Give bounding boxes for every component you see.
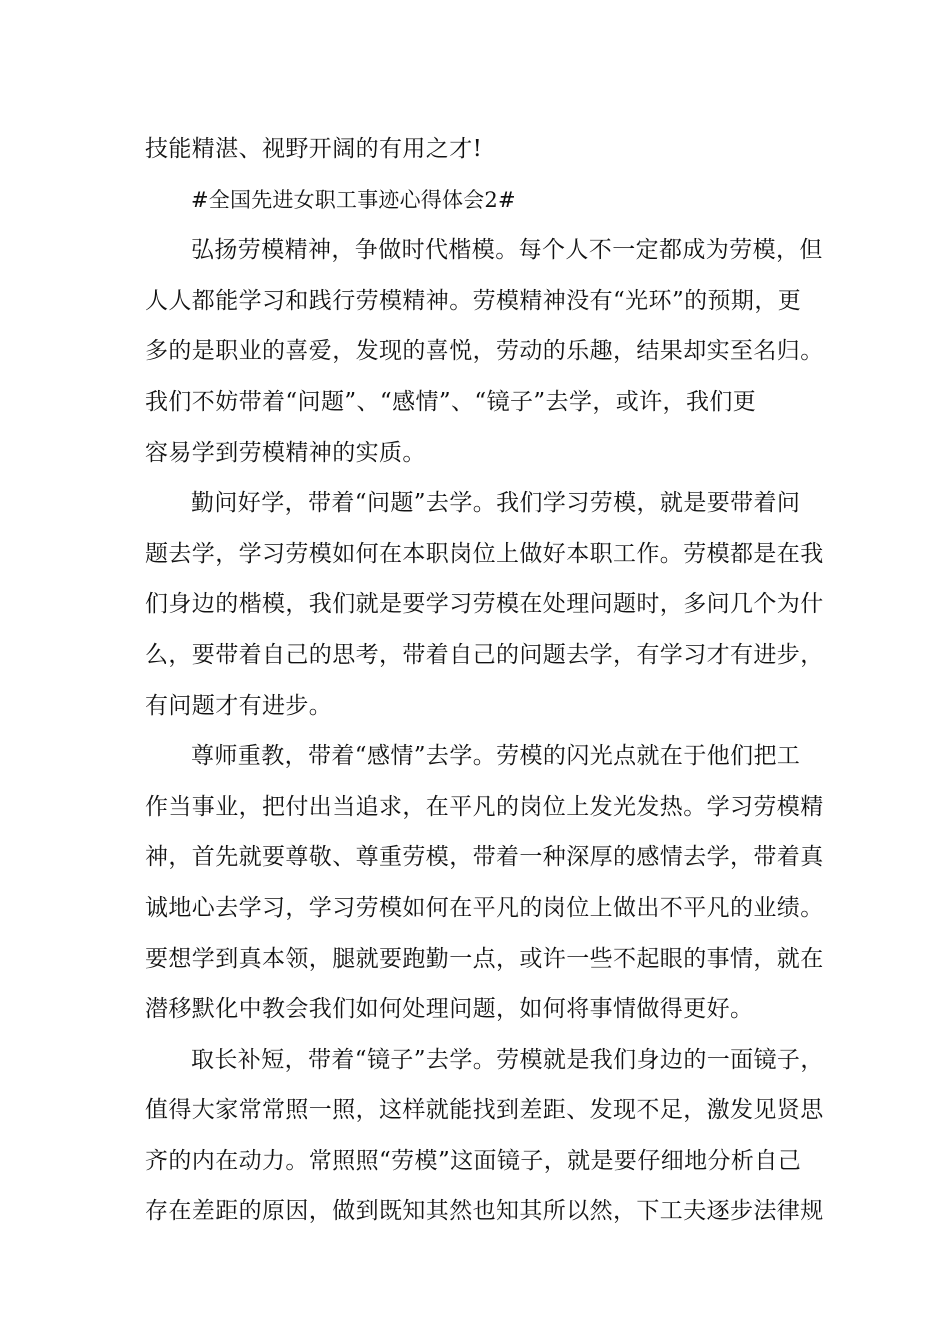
text-line: 取长补短，带着“镜子”去学。劳模就是我们身边的一面镜子， xyxy=(191,1046,824,1073)
text-line: 题去学，学习劳模如何在本职岗位上做好本职工作。劳模都是在我 xyxy=(145,540,824,567)
text-line: 神，首先就要尊敬、尊重劳模，带着一种深厚的感情去学，带着真 xyxy=(145,844,824,871)
text-line: 潜移默化中教会我们如何处理问题，如何将事情做得更好。 xyxy=(145,996,754,1023)
text-line: 要想学到真本领，腿就要跑勤一点，或许一些不起眼的事情，就在 xyxy=(145,945,824,972)
text-line: 我们不妨带着“问题”、“感情”、“镜子”去学，或许，我们更 xyxy=(145,388,757,415)
text-line: 弘扬劳模精神，争做时代楷模。每个人不一定都成为劳模，但 xyxy=(191,237,823,264)
text-line: 们身边的楷模，我们就是要学习劳模在处理问题时，多问几个为什 xyxy=(145,591,824,618)
document-body xyxy=(145,124,825,1237)
text-line: 存在差距的原因，做到既知其然也知其所以然，下工夫逐步法律规 xyxy=(145,1198,824,1225)
text-line: 人人都能学习和践行劳模精神。劳模精神没有“光环”的预期，更 xyxy=(145,287,802,314)
text-line: 勤问好学，带着“问题”去学。我们学习劳模，就是要带着问 xyxy=(191,490,801,517)
text-line: 多的是职业的喜爱，发现的喜悦，劳动的乐趣，结果却实至名归。 xyxy=(145,338,824,365)
section-heading: #全国先进女职工事迹心得体会2# xyxy=(191,187,516,212)
text-line: 有问题才有进步。 xyxy=(145,692,333,719)
text-line: 值得大家常常照一照，这样就能找到差距、发现不足，激发见贤思 xyxy=(145,1097,824,1124)
text-line: 容易学到劳模精神的实质。 xyxy=(145,439,426,466)
text-line: 诚地心去学习，学习劳模如何在平凡的岗位上做出不平凡的业绩。 xyxy=(145,894,824,921)
text-line: 作当事业，把付出当追求，在平凡的岗位上发光发热。学习劳模精 xyxy=(145,793,824,820)
text-line: 技能精湛、视野开阔的有用之才! xyxy=(145,136,483,162)
text-line: 齐的内在动力。常照照“劳模”这面镜子，就是要仔细地分析自己 xyxy=(145,1147,802,1174)
text-line: 尊师重教，带着“感情”去学。劳模的闪光点就在于他们把工 xyxy=(191,743,801,770)
text-line: 么，要带着自己的思考，带着自己的问题去学，有学习才有进步， xyxy=(145,641,824,668)
